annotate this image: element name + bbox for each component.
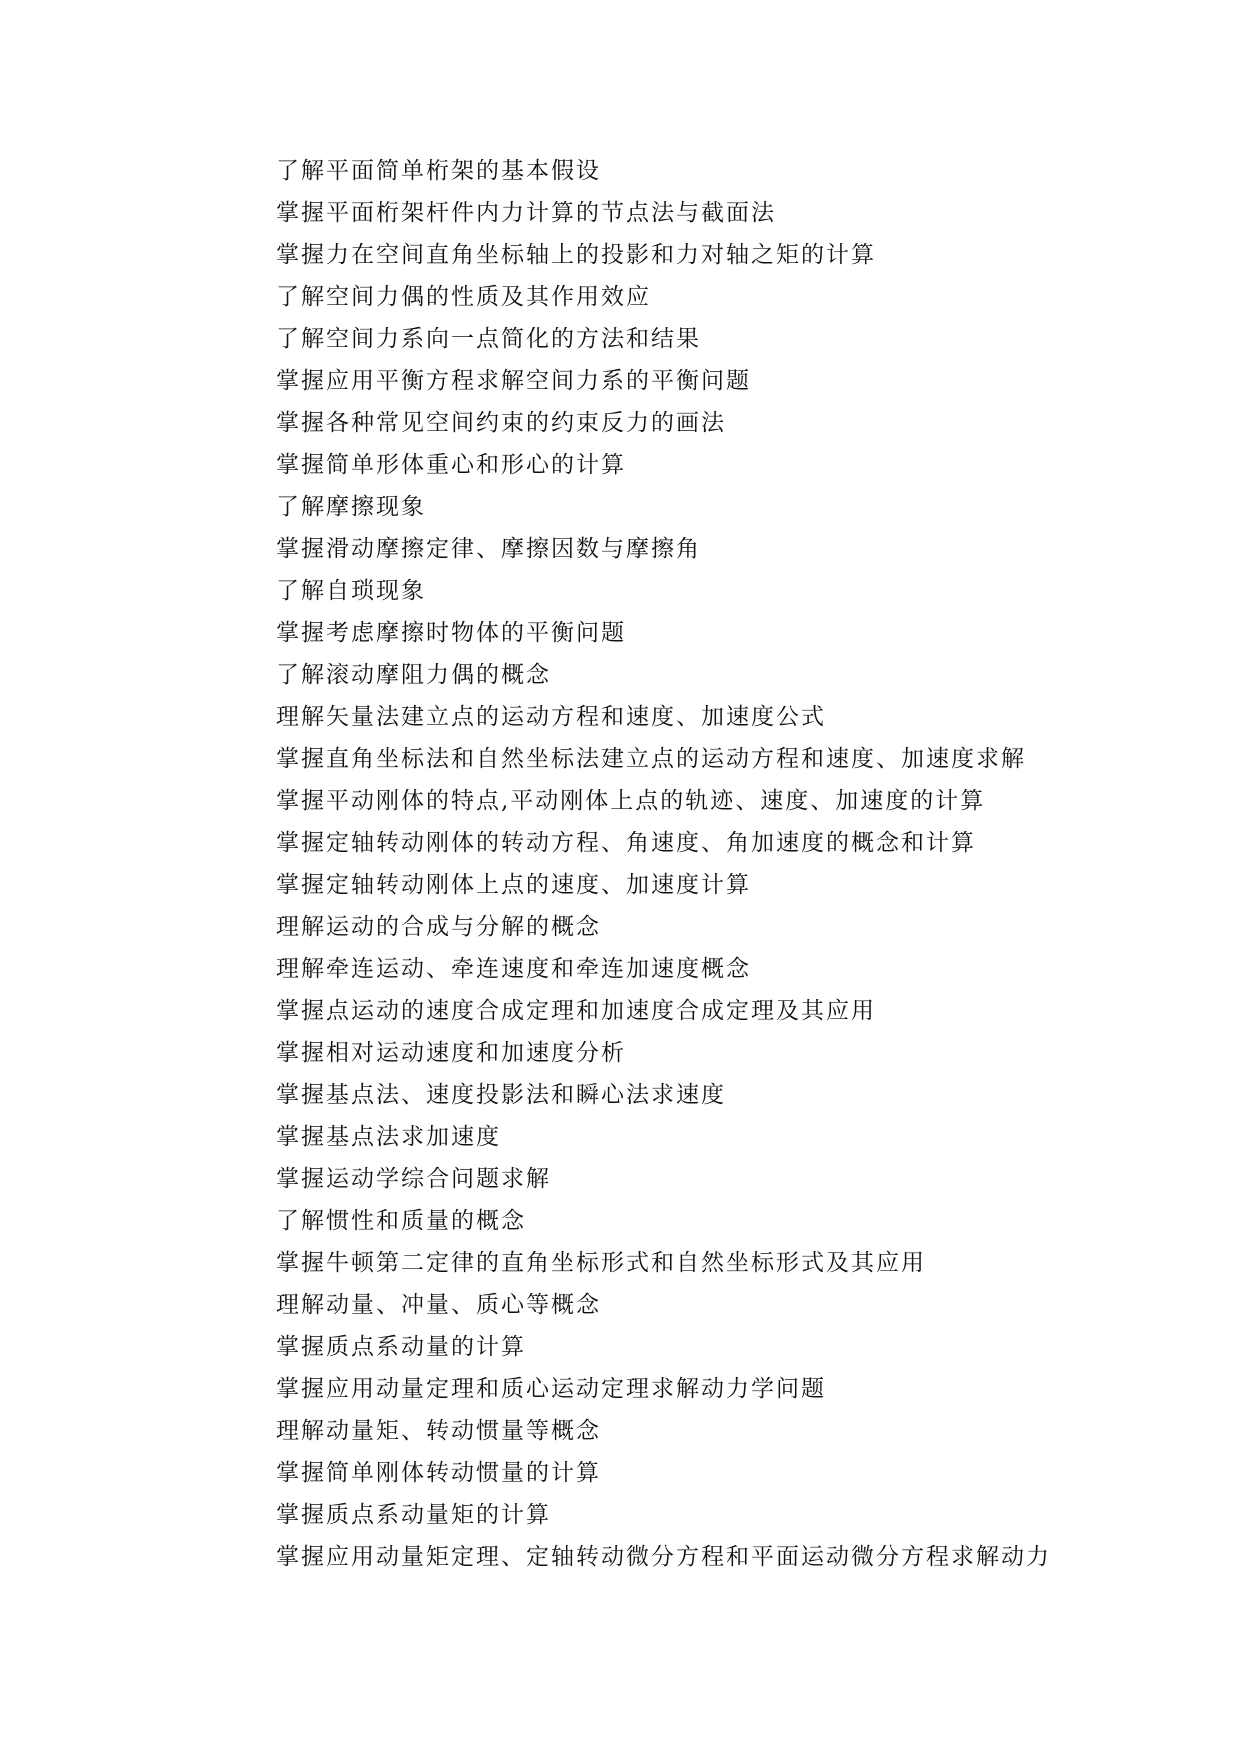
list-item: 掌握质点系动量矩的计算 xyxy=(276,1502,551,1528)
list-item: 理解牵连运动、牵连速度和牵连加速度概念 xyxy=(276,956,751,982)
list-item: 掌握应用平衡方程求解空间力系的平衡问题 xyxy=(276,368,751,394)
list-item: 了解空间力系向一点简化的方法和结果 xyxy=(276,326,701,352)
list-item: 理解矢量法建立点的运动方程和速度、加速度公式 xyxy=(276,704,826,730)
list-item: 掌握点运动的速度合成定理和加速度合成定理及其应用 xyxy=(276,998,876,1024)
objectives-list xyxy=(276,150,1176,1578)
list-item: 掌握基点法、速度投影法和瞬心法求速度 xyxy=(276,1082,726,1108)
list-item: 理解动量矩、转动惯量等概念 xyxy=(276,1418,601,1444)
list-item: 掌握各种常见空间约束的约束反力的画法 xyxy=(276,410,726,436)
list-item: 了解自琐现象 xyxy=(276,578,426,604)
list-item: 掌握简单形体重心和形心的计算 xyxy=(276,452,626,478)
list-item: 了解滚动摩阻力偶的概念 xyxy=(276,662,551,688)
list-item: 掌握简单刚体转动惯量的计算 xyxy=(276,1460,601,1486)
list-item: 了解惯性和质量的概念 xyxy=(276,1208,526,1234)
list-item: 理解动量、冲量、质心等概念 xyxy=(276,1292,601,1318)
list-item: 掌握牛顿第二定律的直角坐标形式和自然坐标形式及其应用 xyxy=(276,1250,926,1276)
list-item: 掌握定轴转动刚体的转动方程、角速度、角加速度的概念和计算 xyxy=(276,830,976,856)
list-item: 了解平面简单桁架的基本假设 xyxy=(276,158,601,184)
list-item: 掌握相对运动速度和加速度分析 xyxy=(276,1040,626,1066)
list-item: 掌握滑动摩擦定律、摩擦因数与摩擦角 xyxy=(276,536,701,562)
list-item: 了解空间力偶的性质及其作用效应 xyxy=(276,284,651,310)
list-item: 掌握考虑摩擦时物体的平衡问题 xyxy=(276,620,626,646)
list-item: 掌握应用动量矩定理、定轴转动微分方程和平面运动微分方程求解动力 xyxy=(276,1544,1051,1570)
list-item: 掌握平面桁架杆件内力计算的节点法与截面法 xyxy=(276,200,776,226)
list-item: 掌握定轴转动刚体上点的速度、加速度计算 xyxy=(276,872,751,898)
list-item: 了解摩擦现象 xyxy=(276,494,426,520)
list-item: 掌握基点法求加速度 xyxy=(276,1124,501,1150)
list-item: 掌握平动刚体的特点,平动刚体上点的轨迹、速度、加速度的计算 xyxy=(276,788,986,814)
list-item: 掌握应用动量定理和质心运动定理求解动力学问题 xyxy=(276,1376,826,1402)
list-item: 掌握运动学综合问题求解 xyxy=(276,1166,551,1192)
list-item: 理解运动的合成与分解的概念 xyxy=(276,914,601,940)
list-item: 掌握质点系动量的计算 xyxy=(276,1334,526,1360)
list-item: 掌握直角坐标法和自然坐标法建立点的运动方程和速度、加速度求解 xyxy=(276,746,1026,772)
list-item: 掌握力在空间直角坐标轴上的投影和力对轴之矩的计算 xyxy=(276,242,876,268)
